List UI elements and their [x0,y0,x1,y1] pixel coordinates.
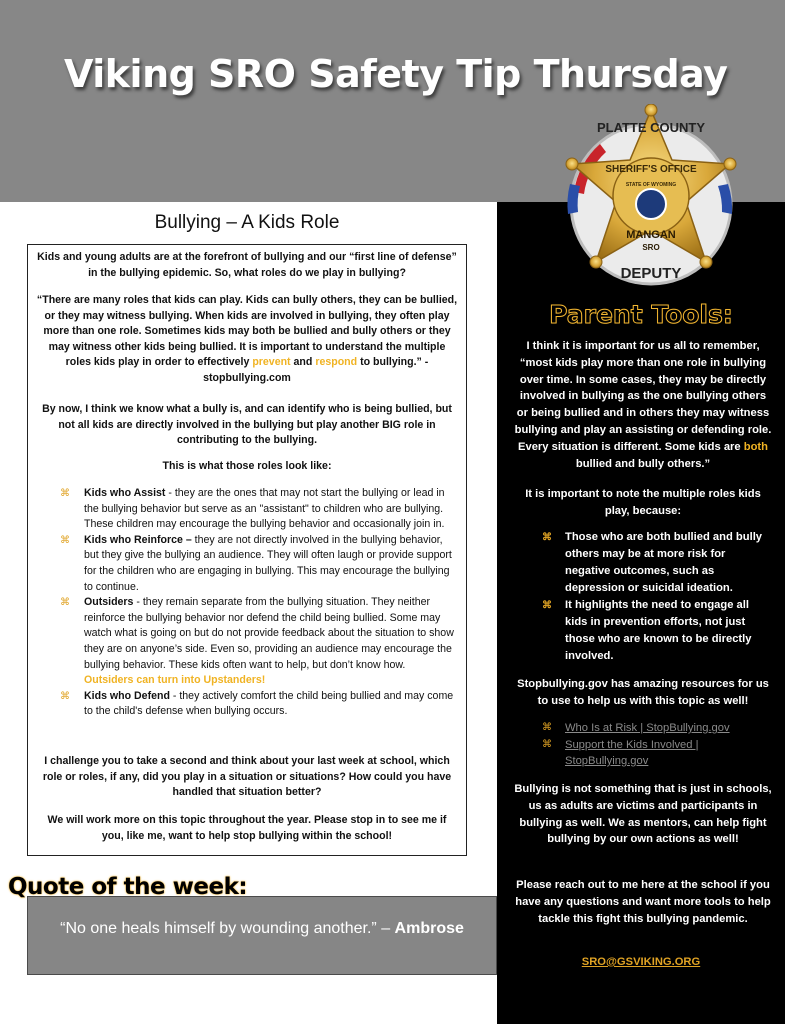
parent-tools-intro: I think it is important for us all to remember, “most kids play more than one role in bullying over time. In some cases, they may be directly involved in bullying as the one bullying others or being bullied and in others they may witness bullying and play an assisting or defending role. Every situation is different. Some kids are both bullied and bully others.” [514,340,772,470]
badge-top-text: PLATTE COUNTY [596,120,706,135]
contact-note: Please reach out to me here at the school if you have any questions and want more tools to help tackle this fight this bullying pandemic. [515,879,771,925]
badge-state: STATE OF WYOMING [625,182,677,188]
article-challenge: I challenge you to take a second and think about your last week at school, which role or roles, if any, did you play in a situation or situations? How could you have handled that situation better? [42,755,452,799]
resource-links [540,720,772,770]
list-item: ⌘ It highlights the need to engage all kids in prevention efforts, not just those who are known to be directly involved. [542,599,752,662]
bullet-icon: ⌘ [60,488,70,499]
quote-text: “No one heals himself by wounding another.” – Ambrose [60,920,464,937]
article-intro: Kids and young adults are at the forefront of bullying and our “first line of defense” in the bullying epidemic. So, what roles do we play in bullying? [37,251,457,279]
bullet-icon: ⌘ [60,534,70,546]
article-quote: “There are many roles that kids can play. Kids can bully others, they can be bullied, or they may witness bullying. When kids are involved in bullying, they often play more than one role. Sometimes kids may both be bullied and bully others or they may witness other kids being bullied. It is important to understand the multiple roles kids play in order to effectively prevent and respond to bullying.” - stopbullying.com [36,294,458,384]
parent-tools-roles-note: It is important to note the multiple roles kids play, because: [525,488,761,517]
list-item [540,720,772,737]
bullet-icon: ⌘ [60,690,70,702]
resources-note: Stopbullying.gov has amazing resources for us to use to help us with this topic as well! [517,678,769,707]
bullet-icon: ⌘ [542,738,552,750]
badge-bottom-text: DEPUTY [620,265,682,282]
email-link[interactable]: SRO@GSVIKING.ORG [581,956,701,968]
roles-list [56,486,456,720]
parent-tools-bullets [540,529,772,665]
article-para2: By now, I think we know what a bully is, and can identify who is being bullied, but not all kids are directly involved in the bullying but play another BIG role in contributing to the bullying. [42,403,452,447]
bullet-icon: ⌘ [542,722,552,733]
article-title: Bullying – A Kids Role [154,212,340,233]
parent-tools-title: Parent Tools: [549,300,733,329]
link-support-kids-involved[interactable]: Support the Kids Involved | StopBullying.gov [565,738,699,767]
bullet-icon: ⌘ [542,532,552,543]
badge-inner-top: SHERIFF'S OFFICE [605,164,697,175]
sheriff-badge-icon [560,104,742,300]
article-closing: We will work more on this topic throughout the year. Please stop in to see me if you, like me, want to help stop bullying within the school! [47,814,447,842]
badge-name: MANGAN [626,229,676,241]
list-item: ⌘ Those who are both bullied and bully others may be at more risk for negative outcomes, such as depression or suicidal ideation. [542,531,763,594]
list-item: ⌘ Kids who Defend - they actively comfort the child being bullied and may come to the child's defense when bullying occurs. [60,689,454,718]
list-item [540,737,772,770]
adults-note: Bullying is not something that is just in schools, us as adults are victims and participants in bullying as well. We as mentors, can help fight bullying by our own actions as well! [514,783,772,846]
list-item: ⌘ Kids who Reinforce – they are not directly involved in the bullying behavior, but they give the bullying an audience. They will often laugh or provide support for the children who are engaging in bullying. This may encourage the bullying to continue. [60,533,452,593]
quote-label: Quote of the week: [8,874,248,900]
bullet-icon: ⌘ [542,600,552,611]
list-item: ⌘ Kids who Assist - they are the ones that may not start the bullying or lead in the bullying behavior but serve as an "assistant" to children who are bullying. These children may encourage the bullying behavior and occasionally join in. [60,487,445,531]
roles-intro: This is what those roles look like: [162,460,332,472]
link-who-is-at-risk[interactable]: Who Is at Risk | StopBullying.gov [565,722,730,734]
list-item: ⌘ Outsiders - they remain separate from the bullying situation. They neither reinforce the bullying behavior nor defend the child being bullied. Some may watch what is going on but do not provide feedback about the situation to show they are on anyone’s side. Even so, providing an audience may encourage the bullying behavior. These kids often want to help, but don’t know how. Outsiders can turn into Upstanders! [60,596,454,687]
bullet-icon: ⌘ [60,597,70,609]
badge-role: SRO [642,243,660,252]
page-title: Viking SRO Safety Tip Thursday [64,52,728,96]
